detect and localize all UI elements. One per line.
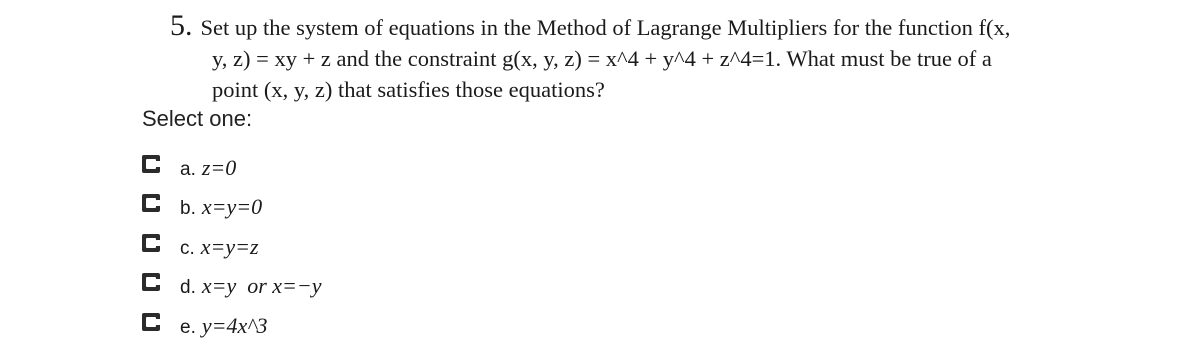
radio-button-e[interactable] (142, 313, 160, 331)
option-b-label[interactable] (180, 194, 262, 220)
radio-button-a[interactable] (142, 155, 160, 173)
answer-options (142, 148, 322, 346)
question-line-2: y, z) = xy + z and the constraint g(x, y, z) = x^4 + y^4 + z^4=1. What must be true of a (212, 46, 992, 71)
select-one-label: Select one: (142, 106, 253, 131)
radio-button-b[interactable] (142, 194, 160, 212)
option-a-text: z=0 (201, 154, 237, 180)
option-b[interactable] (142, 188, 322, 228)
question-number: 5. (170, 9, 193, 42)
option-a[interactable] (142, 148, 322, 188)
option-c-letter: c. (180, 237, 195, 259)
option-d-label[interactable] (180, 273, 322, 299)
option-b-letter: b. (180, 198, 196, 220)
option-e[interactable] (142, 306, 322, 346)
radio-button-c[interactable] (142, 234, 160, 252)
option-e-label[interactable] (180, 313, 268, 339)
option-e-letter: e. (180, 316, 196, 338)
option-c[interactable] (142, 227, 322, 267)
option-c-label[interactable] (180, 234, 259, 260)
option-d[interactable] (142, 267, 322, 307)
question-text (170, 10, 1180, 105)
question-line-1-text: Set up the system of equations in the Method of Lagrange Multipliers for the function f(x, (200, 15, 1011, 40)
option-a-letter: a. (180, 158, 196, 180)
question-line-1 (170, 10, 1180, 43)
question-line-3: point (x, y, z) that satisfies those equations? (212, 77, 605, 102)
option-e-text: y=4x^3 (201, 312, 268, 338)
option-d-text: x=y or x=−y (201, 273, 322, 299)
option-b-text: x=y=0 (201, 194, 263, 220)
option-a-label[interactable] (180, 155, 236, 181)
option-c-text: x=y=z (200, 233, 259, 259)
option-d-letter: d. (180, 277, 196, 299)
radio-button-d[interactable] (142, 273, 160, 291)
